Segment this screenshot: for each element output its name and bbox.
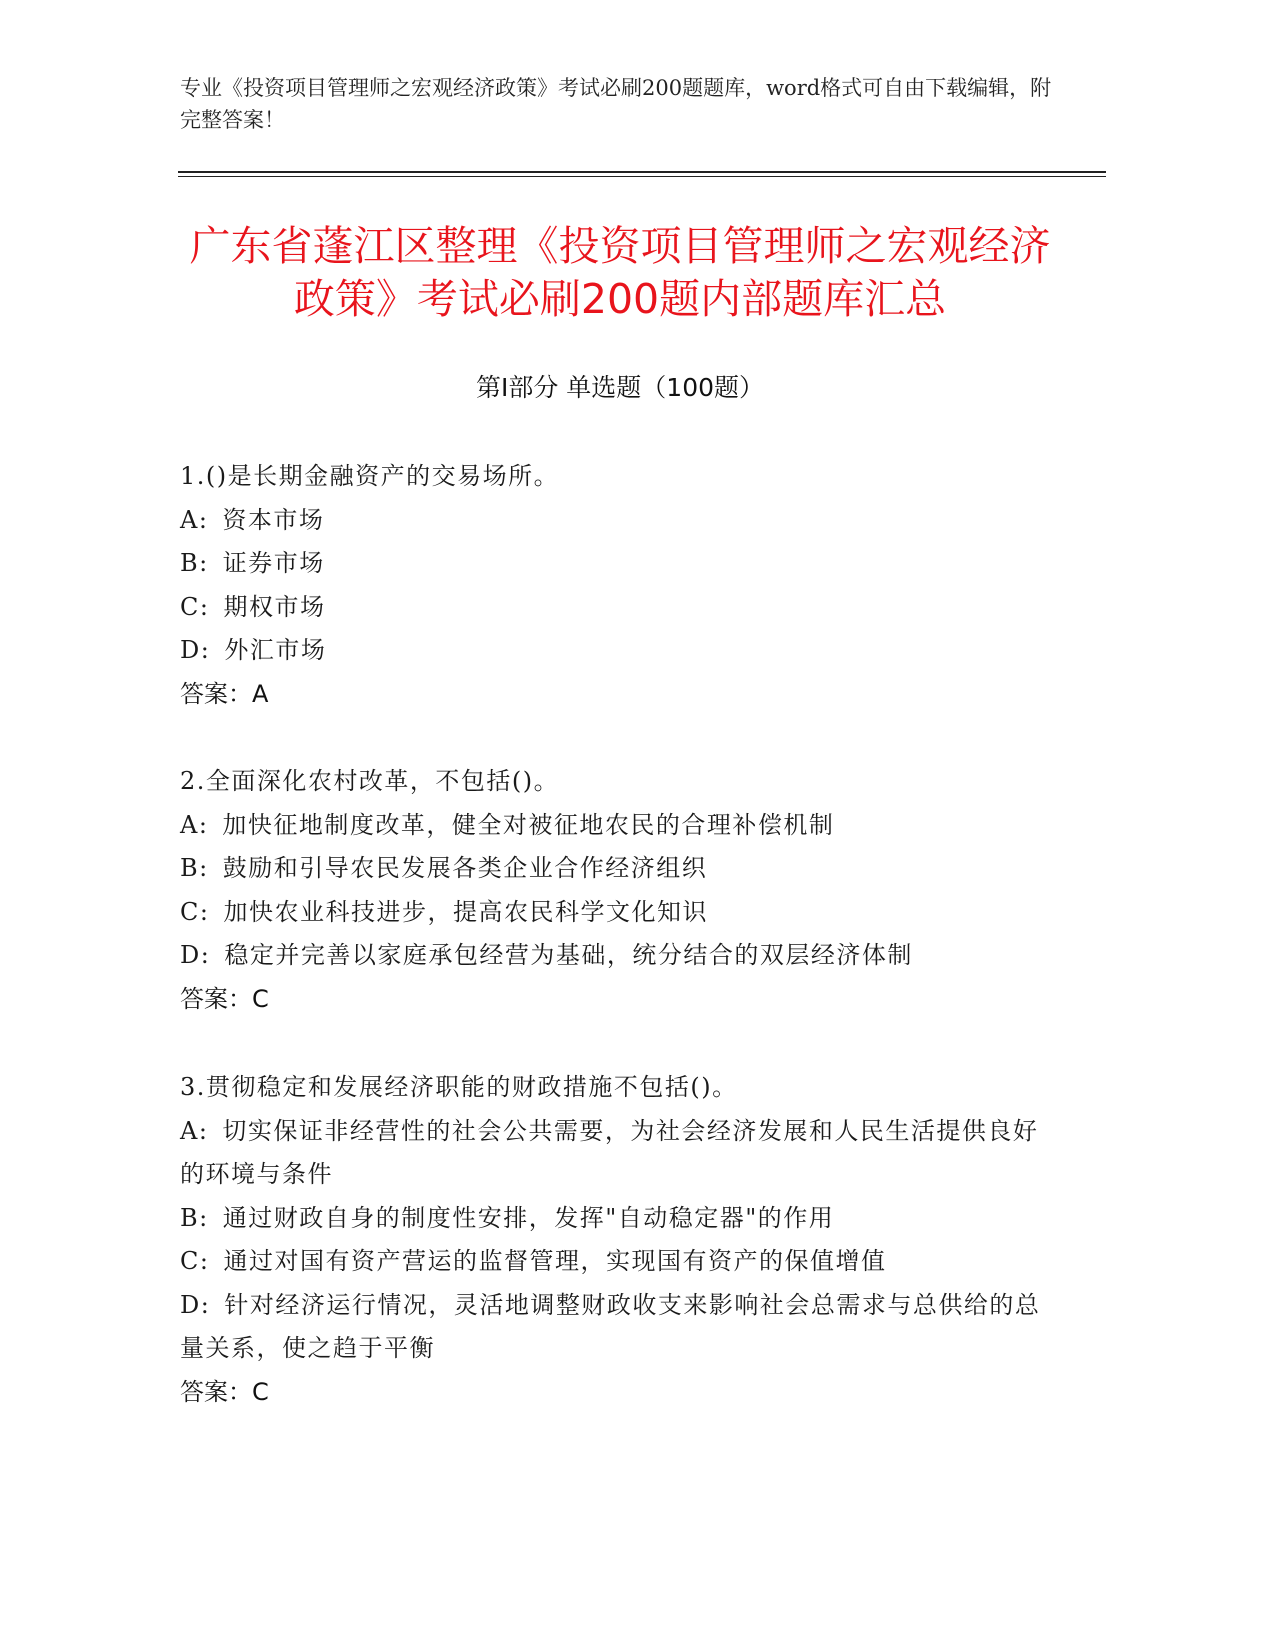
option-text: 稳定并完善以家庭承包经营为基础，统分结合的双层经济体制: [224, 941, 913, 969]
option-a: [180, 1110, 1050, 1197]
option-b: [180, 847, 1050, 891]
question-block: [180, 760, 1050, 1021]
option-text: 外汇市场: [224, 636, 327, 664]
document-title: 广东省蓬江区整理《投资项目管理师之宏观经济政策》考试必刷200题内部题库汇总: [189, 222, 1051, 323]
answer-line: 答案：A: [180, 679, 269, 708]
option-letter: D:: [180, 636, 211, 664]
option-letter: C:: [180, 1247, 210, 1275]
option-c: [180, 586, 1050, 630]
option-text: 加快农业科技进步，提高农民科学文化知识: [223, 897, 708, 926]
option-b: [180, 1197, 1050, 1241]
option-letter: C:: [180, 592, 210, 621]
header-note: 专业《投资项目管理师之宏观经济政策》考试必刷200题题库，word格式可自由下载编辑，附完整答案！: [180, 76, 1052, 132]
question-stem: 1.()是长期金融资产的交易场所。: [180, 462, 560, 490]
header-rule-thick: [178, 171, 1106, 173]
option-a: [180, 499, 1050, 543]
option-b: [180, 542, 1050, 586]
option-letter: A:: [180, 1116, 209, 1145]
section-heading: 第Ⅰ部分 单选题（100题）: [475, 373, 765, 402]
option-letter: B:: [180, 854, 209, 882]
option-a: [180, 804, 1050, 848]
option-text: 期权市场: [223, 592, 326, 621]
option-d: [180, 1284, 1050, 1371]
question-stem: 2.全面深化农村改革，不包括()。: [180, 767, 560, 795]
header-rule-thin: [178, 176, 1106, 177]
answer-line: 答案：C: [180, 1377, 269, 1406]
option-text: 针对经济运行情况，灵活地调整财政收支来影响社会总需求与总供给的总量关系，使之趋于平衡: [180, 1290, 1041, 1362]
option-text: 鼓励和引导农民发展各类企业合作经济组织: [222, 854, 708, 882]
option-letter: D:: [180, 1290, 211, 1319]
option-letter: B:: [180, 1203, 209, 1232]
option-text: 加快征地制度改革，健全对被征地农民的合理补偿机制: [222, 810, 835, 839]
option-letter: C:: [180, 897, 210, 926]
option-text: 资本市场: [222, 505, 325, 534]
option-text: 通过对国有资产营运的监督管理，实现国有资产的保值增值: [223, 1247, 887, 1275]
option-text: 证券市场: [222, 549, 325, 577]
option-letter: B:: [180, 549, 209, 577]
option-d: [180, 629, 1050, 673]
question-block: [180, 455, 1050, 716]
question-stem: 3.贯彻稳定和发展经济职能的财政措施不包括()。: [180, 1073, 738, 1101]
question-block: [180, 1066, 1050, 1414]
option-letter: A:: [180, 810, 209, 839]
option-c: [180, 891, 1050, 935]
option-text: 切实保证非经营性的社会公共需要，为社会经济发展和人民生活提供良好的环境与条件: [180, 1116, 1039, 1188]
option-text: 通过财政自身的制度性安排，发挥"自动稳定器"的作用: [222, 1203, 835, 1232]
option-letter: D:: [180, 941, 211, 969]
option-d: [180, 934, 1050, 978]
option-letter: A:: [180, 505, 209, 534]
option-c: [180, 1240, 1050, 1284]
answer-line: 答案：C: [180, 984, 269, 1013]
